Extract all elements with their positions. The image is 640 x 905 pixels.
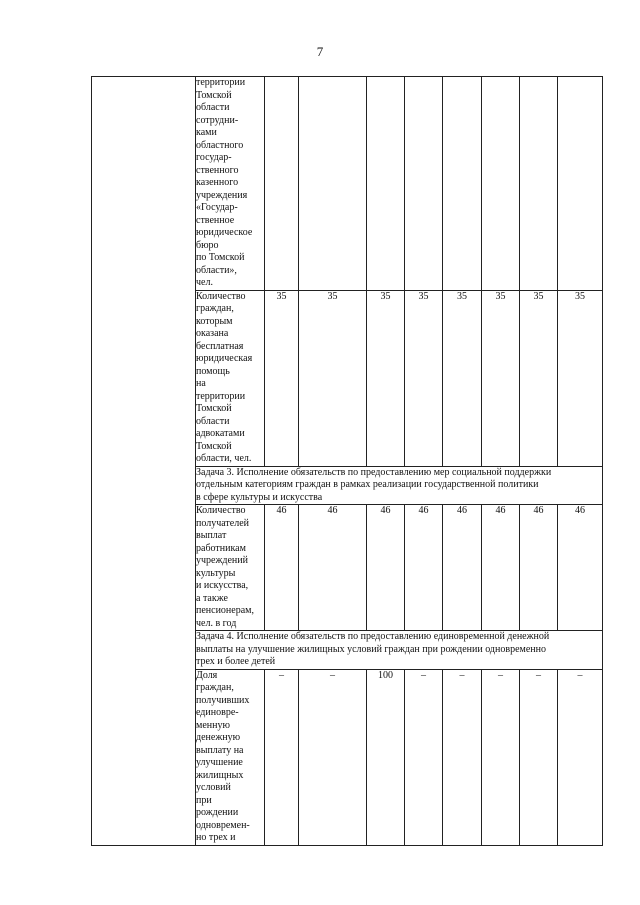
text-line: областного xyxy=(196,139,244,151)
text-line: на xyxy=(196,378,206,389)
text-line: выплату на xyxy=(196,744,244,756)
value-cell: 35 xyxy=(299,290,367,466)
text-line: Томской xyxy=(196,440,232,452)
text-line: области», xyxy=(196,264,237,276)
text-line: адвокатами xyxy=(196,428,245,439)
value-cell: – xyxy=(299,669,367,845)
text-line: рождении xyxy=(196,807,239,818)
indicators-table xyxy=(91,76,603,846)
value-cell: 35 xyxy=(443,290,482,466)
text-line: а также xyxy=(196,592,228,604)
text-line: в сфере культуры и искусства xyxy=(196,491,323,503)
text-line: получивших xyxy=(196,694,250,706)
value-cell xyxy=(265,77,299,291)
text-line: одновремен- xyxy=(196,819,250,831)
text-line: условий xyxy=(196,782,231,793)
text-line: ками xyxy=(196,127,217,138)
text-line: территории xyxy=(196,390,246,402)
value-cell xyxy=(482,77,520,291)
table-row xyxy=(92,77,603,291)
value-cell xyxy=(520,77,558,291)
text-line: выплаты на улучшение жилищных условий граждан при рождении одновременно xyxy=(196,643,546,655)
indicator-label xyxy=(196,290,265,466)
text-line: менную xyxy=(196,719,230,731)
value-cell xyxy=(405,77,443,291)
text-line: Задача 3. Исполнение обязательств по предоставлению мер социальной поддержки xyxy=(196,466,552,478)
text-line: юридическое xyxy=(196,227,253,238)
text-line: выплат xyxy=(196,530,227,541)
text-line: пенсионерам, xyxy=(196,605,254,616)
value-cell: 100 xyxy=(367,669,405,845)
value-cell: 46 xyxy=(482,505,520,631)
value-cell: 46 xyxy=(558,505,603,631)
value-cell: 35 xyxy=(558,290,603,466)
value-cell: – xyxy=(558,669,603,845)
text-line: но трех и xyxy=(196,832,236,843)
value-cell: – xyxy=(443,669,482,845)
value-cell: – xyxy=(520,669,558,845)
text-line: бесплатная xyxy=(196,340,244,352)
value-cell: 46 xyxy=(265,505,299,631)
text-line: чел. в год xyxy=(196,617,237,629)
text-line: граждан, xyxy=(196,303,234,314)
text-line: чел. xyxy=(196,277,213,288)
text-line: по Томской xyxy=(196,252,245,263)
indicator-label xyxy=(196,669,265,845)
value-cell: 46 xyxy=(299,505,367,631)
value-cell xyxy=(367,77,405,291)
value-cell: – xyxy=(265,669,299,845)
text-line: работникам xyxy=(196,542,246,554)
text-line: Томской xyxy=(196,403,232,414)
text-line: культуры xyxy=(196,567,236,579)
text-line: учреждения xyxy=(196,189,248,201)
indicator-label xyxy=(196,77,265,291)
value-cell: 35 xyxy=(482,290,520,466)
text-line: граждан, xyxy=(196,682,234,693)
value-cell: 46 xyxy=(405,505,443,631)
task-heading xyxy=(196,631,603,670)
text-line: казенного xyxy=(196,177,239,188)
value-cell: – xyxy=(482,669,520,845)
text-line: трех и более детей xyxy=(196,656,276,667)
text-line: денежную xyxy=(196,732,241,743)
text-line: Количество xyxy=(196,290,246,302)
page-number: 7 xyxy=(316,44,324,59)
text-line: отдельным категориям граждан в рамках реализации государственной политики xyxy=(196,479,539,490)
value-cell xyxy=(299,77,367,291)
text-line: области xyxy=(196,102,230,113)
value-cell: 35 xyxy=(265,290,299,466)
text-line: ственное xyxy=(196,214,235,226)
value-cell: – xyxy=(405,669,443,845)
text-line: области, чел. xyxy=(196,453,252,464)
indicator-label xyxy=(196,505,265,631)
value-cell: 35 xyxy=(367,290,405,466)
text-line: территории xyxy=(196,77,246,88)
text-line: помощь xyxy=(196,365,230,377)
text-line: которым xyxy=(196,315,233,327)
task-heading xyxy=(196,466,603,505)
text-line: учреждений xyxy=(196,555,248,566)
text-line: при xyxy=(196,794,212,806)
text-line: бюро xyxy=(196,239,219,251)
text-line: оказана xyxy=(196,328,229,339)
text-line: жилищных xyxy=(196,769,244,781)
text-line: Томской xyxy=(196,89,232,101)
text-line: получателей xyxy=(196,517,250,529)
value-cell xyxy=(558,77,603,291)
text-line: государ- xyxy=(196,152,232,163)
value-cell: 35 xyxy=(520,290,558,466)
text-line: улучшение xyxy=(196,757,243,768)
value-cell xyxy=(443,77,482,291)
value-cell: 46 xyxy=(367,505,405,631)
text-line: единовре- xyxy=(196,707,239,718)
text-line: сотрудни- xyxy=(196,114,239,126)
value-cell: 35 xyxy=(405,290,443,466)
text-line: юридическая xyxy=(196,353,253,364)
text-line: Количество xyxy=(196,505,246,516)
text-line: области xyxy=(196,415,230,427)
text-line: Задача 4. Исполнение обязательств по предоставлению единовременной денежной xyxy=(196,631,550,642)
value-cell: 46 xyxy=(443,505,482,631)
value-cell: 46 xyxy=(520,505,558,631)
text-line: «Государ- xyxy=(196,202,238,213)
empty-left-cell xyxy=(92,77,196,846)
text-line: ственного xyxy=(196,164,239,176)
text-line: Доля xyxy=(196,669,218,681)
text-line: и искусства, xyxy=(196,580,249,591)
